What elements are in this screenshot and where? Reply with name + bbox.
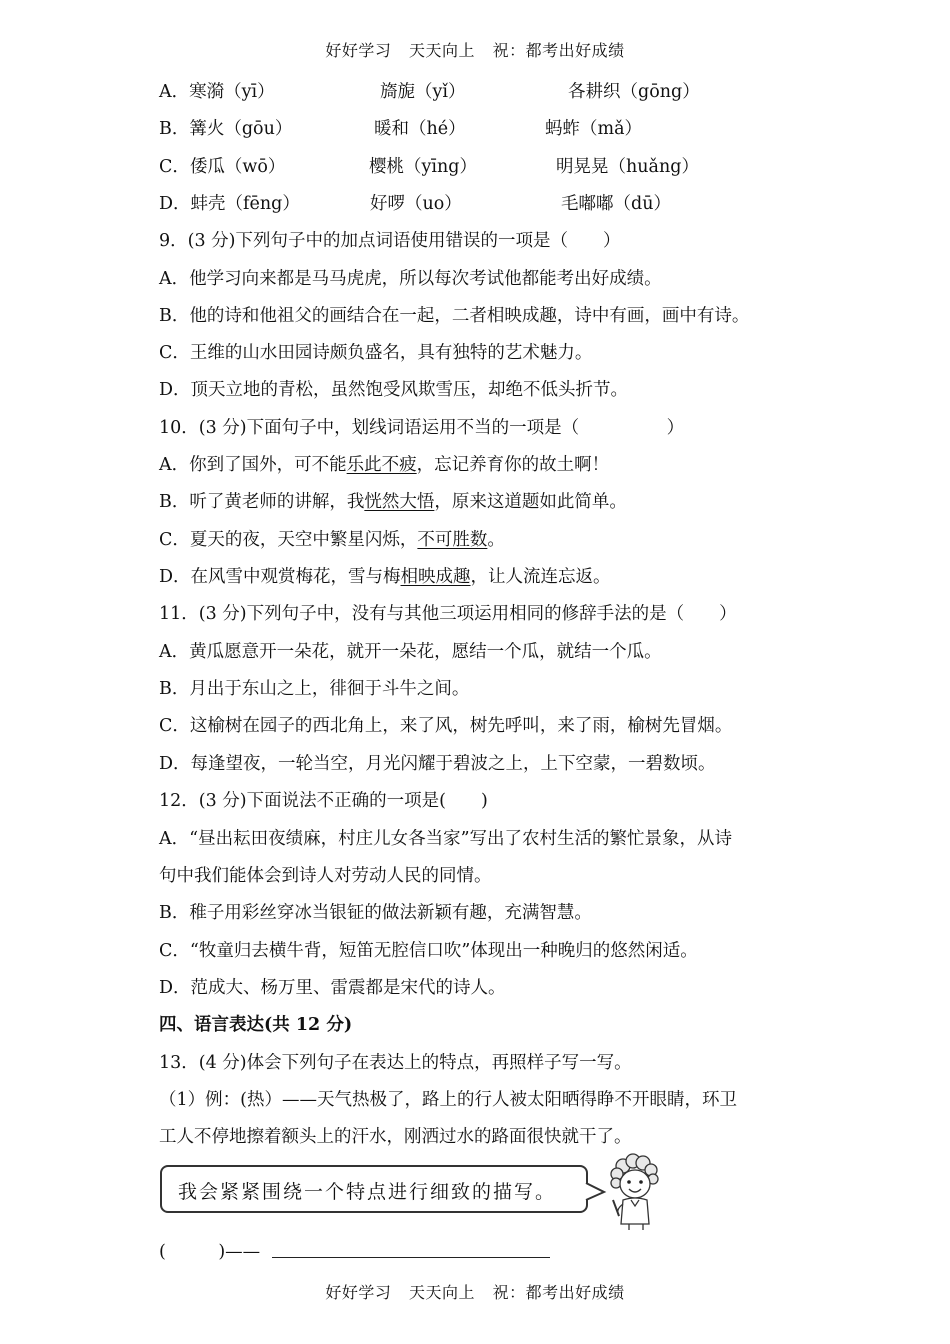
q10-option-c (159, 528, 505, 552)
q12-option-b: B．稚子用彩丝穿冰当银钲的做法新颖有趣，充满智慧。 (159, 903, 592, 923)
q8-option-d-1: D．蚌壳（fēng） (159, 194, 300, 214)
q10-option-d (159, 565, 611, 589)
q12-option-c: C．“牧童归去横牛背，短笛无腔信口吹”体现出一种晚归的悠然闲适。 (159, 941, 698, 961)
q8-option-b-2: 暖和（hé） (374, 119, 466, 139)
answer-prefix: ( )—— (159, 1242, 261, 1262)
q9-option-c: C．王维的山水田园诗颇负盛名，具有独特的艺术魅力。 (159, 343, 593, 363)
q10-option-d-underlined: 相映成趣 (400, 567, 471, 587)
q8-option-c-2: 樱桃（yīng） (369, 157, 477, 177)
q10-option-d-post: ，让人流连忘返。 (470, 567, 611, 587)
q11-option-d: D．每逢望夜，一轮当空，月光闪耀于碧波之上，上下空蒙，一碧数顷。 (159, 754, 716, 774)
q10-option-c-post: 。 (487, 530, 505, 550)
header-text-2: 天天向上 (408, 41, 475, 60)
q10-option-a (159, 453, 609, 477)
q10-option-c-underlined: 不可胜数 (417, 530, 488, 550)
q13-example-line2: 工人不停地擦着额头上的汗水，刚洒过水的路面很快就干了。 (159, 1127, 632, 1147)
q8-option-c-1: C．倭瓜（wō） (159, 157, 286, 177)
answer-blank-line[interactable] (272, 1257, 550, 1258)
q12-stem: 12．(3 分)下面说法不正确的一项是( ) (159, 791, 488, 811)
header-text-3: 祝：都考出好成绩 (492, 41, 625, 60)
q8-option-a-3: 各耕织（gōng） (568, 82, 700, 102)
q10-option-a-post: ，忘记养育你的故土啊！ (416, 455, 610, 475)
q8-option-b-3: 蚂蚱（mǎ） (545, 119, 643, 139)
q8-option-d-2: 好啰（uo） (370, 194, 462, 214)
footer-text-2: 天天向上 (408, 1283, 475, 1302)
q12-option-a-line1: A．“昼出耘田夜绩麻，村庄儿女各当家”写出了农村生活的繁忙景象，从诗 (159, 829, 733, 849)
q11-option-b: B．月出于东山之上，徘徊于斗牛之间。 (159, 679, 470, 699)
q11-option-c: C．这榆树在园子的西北角上，来了风，树先呼叫，来了雨，榆树先冒烟。 (159, 716, 733, 736)
q11-stem: 11．(3 分)下列句子中，没有与其他三项运用相同的修辞手法的是（ ） (159, 604, 737, 624)
q8-option-c-3: 明晃晃（huǎng） (556, 157, 699, 177)
q10-option-b-underlined: 恍然大悟 (364, 492, 435, 512)
q8-option-a-2: 旖旎（yǐ） (380, 82, 466, 102)
q8-option-a-1: A．寒漪（yī） (159, 82, 275, 102)
q13-example-line1: （1）例：(热）——天气热极了，路上的行人被太阳晒得睁不开眼睛，环卫 (159, 1090, 737, 1110)
q10-option-d-pre: D．在风雪中观赏梅花，雪与梅 (159, 567, 401, 587)
q10-option-b-post: ，原来这道题如此简单。 (434, 492, 627, 512)
q9-option-d: D．顶天立地的青松，虽然饱受风欺雪压，却绝不低头折节。 (159, 380, 629, 400)
q13-stem: 13．(4 分)体会下列句子在表达上的特点，再照样子写一写。 (159, 1053, 632, 1073)
q10-option-a-pre: A．你到了国外，可不能 (159, 455, 347, 475)
footer-text-3: 祝：都考出好成绩 (492, 1283, 625, 1302)
section-title: 四、语言表达(共 12 分) (159, 1015, 353, 1035)
q12-option-a-line2: 句中我们能体会到诗人对劳动人民的同情。 (159, 866, 492, 886)
q8-option-b-1: B．篝火（gōu） (159, 119, 293, 139)
q10-option-c-pre: C．夏天的夜，天空中繁星闪烁， (159, 530, 418, 550)
q10-option-a-underlined: 乐此不疲 (346, 455, 417, 475)
boy-cartoon-icon (605, 1152, 665, 1232)
q10-option-b-pre: B．听了黄老师的讲解，我 (159, 492, 365, 512)
q10-option-b (159, 490, 627, 514)
q9-option-a: A．他学习向来都是马马虎虎，所以每次考试他都能考出好成绩。 (159, 269, 662, 289)
page-footer (0, 1280, 950, 1303)
header-text-1: 好好学习 (325, 41, 392, 60)
q9-option-b: B．他的诗和他祖父的画结合在一起，二者相映成趣，诗中有画，画中有诗。 (159, 306, 750, 326)
q11-option-a: A．黄瓜愿意开一朵花，就开一朵花，愿结一个瓜，就结一个瓜。 (159, 642, 662, 662)
q10-stem: 10．(3 分)下面句子中，划线词语运用不当的一项是（ ） (159, 418, 685, 438)
page-header (0, 38, 950, 61)
q12-option-d: D．范成大、杨万里、雷震都是宋代的诗人。 (159, 978, 506, 998)
q8-option-d-3: 毛嘟嘟（dū） (561, 194, 671, 214)
footer-text-1: 好好学习 (325, 1283, 392, 1302)
speech-bubble-text: 我会紧紧围绕一个特点进行细致的描写。 (178, 1181, 557, 1203)
q9-stem: 9．(3 分)下列句子中的加点词语使用错误的一项是（ ） (159, 231, 621, 251)
